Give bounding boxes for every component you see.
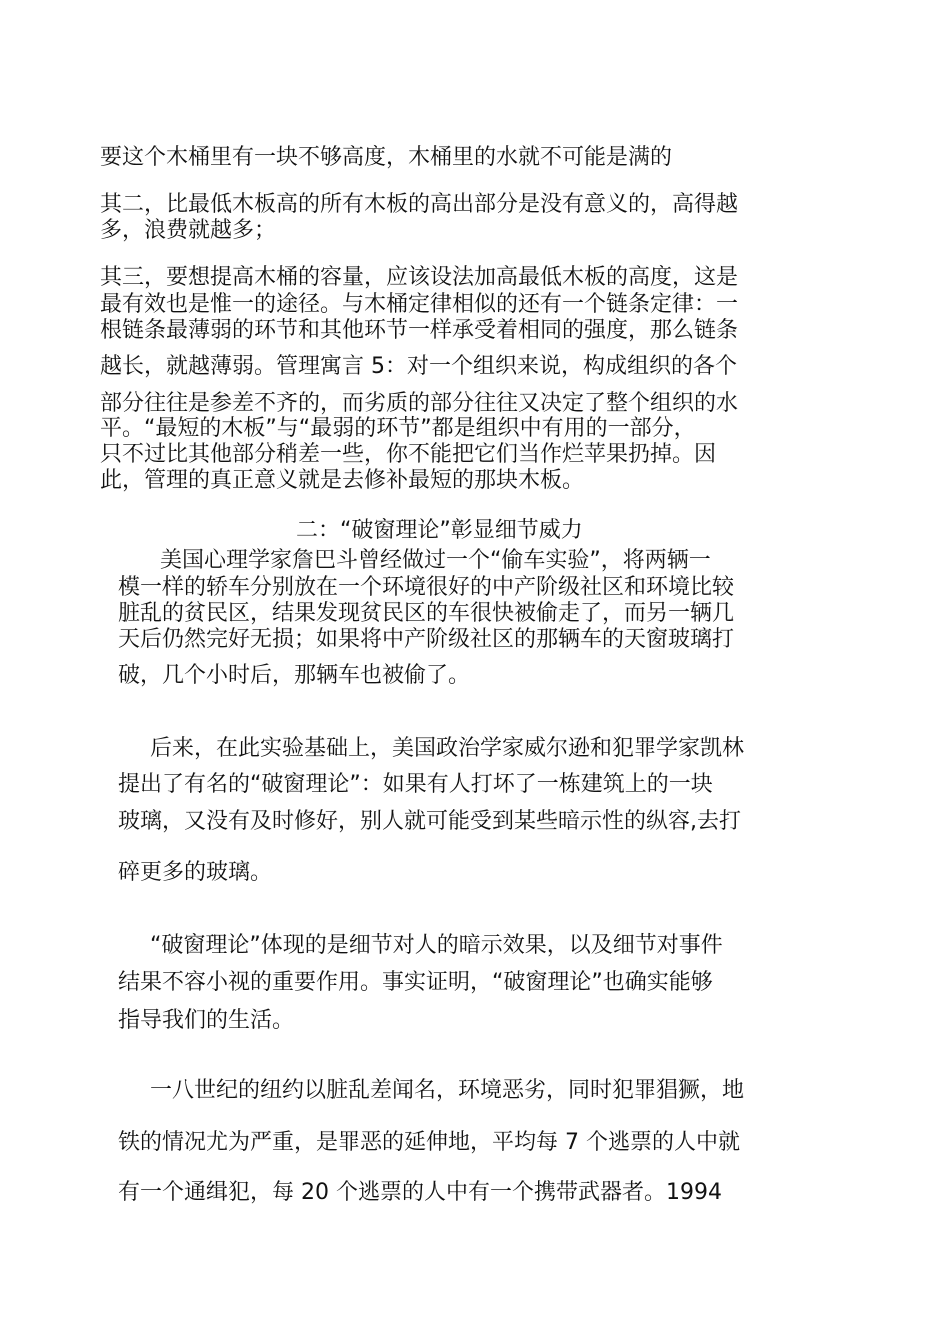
text-line: 玻璃，又没有及时修好，别人就可能受到某些暗示性的纵容,去打	[118, 809, 741, 834]
text-line: 脏乱的贫民区，结果发现贫民区的车很快被偷走了，而另一辆几	[118, 601, 735, 626]
text-line: 根链条最薄弱的环节和其他环节一样承受着相同的强度，那么链条	[100, 318, 739, 343]
text-line: 有一个通缉犯，每 20 个逃票的人中有一个携带武器者。1994	[118, 1180, 722, 1205]
text-line: 美国心理学家詹巴斗曾经做过一个“偷车实验”，将两辆一	[160, 548, 711, 573]
text-line: 最有效也是惟一的途径。与木桶定律相似的还有一个链条定律：一	[100, 292, 739, 317]
text-line: 其三，要想提高木桶的容量，应该设法加高最低木板的高度，这是	[100, 265, 739, 290]
text-line: 平。“最短的木板”与“最弱的环节”都是组织中有用的一部分，	[100, 416, 696, 441]
text-line: 铁的情况尤为严重，是罪恶的延伸地，平均每 7 个逃票的人中就	[118, 1130, 740, 1155]
text-line: 只不过比其他部分稍差一些，你不能把它们当作烂苹果扔掉。因	[100, 442, 717, 467]
text-line: “破窗理论”体现的是细节对人的暗示效果，以及细节对事件	[150, 933, 723, 958]
text-line: 提出了有名的“破窗理论”：如果有人打坏了一栋建筑上的一块	[118, 772, 713, 797]
section-heading: 二：“破窗理论”彰显细节威力	[296, 518, 583, 543]
text-line: 指导我们的生活。	[118, 1008, 295, 1033]
text-line: 后来，在此实验基础上，美国政治学家威尔逊和犯罪学家凯林	[150, 736, 745, 761]
text-line: 要这个木桶里有一块不够高度，木桶里的水就不可能是满的	[100, 145, 673, 170]
text-line: 破，几个小时后，那辆车也被偷了。	[118, 663, 471, 688]
text-line: 多，浪费就越多；	[100, 218, 277, 243]
text-line: 其二，比最低木板高的所有木板的高出部分是没有意义的，高得越	[100, 192, 739, 217]
text-line: 模一样的轿车分别放在一个环境很好的中产阶级社区和环境比较	[118, 575, 735, 600]
text-line: 结果不容小视的重要作用。事实证明，“破窗理论”也确实能够	[118, 970, 713, 995]
text-line: 越长，就越薄弱。管理寓言 5：对一个组织来说，构成组织的各个	[100, 354, 737, 379]
text-line: 部分往往是参差不齐的，而劣质的部分往往又决定了整个组织的水	[100, 391, 739, 416]
text-line: 一八世纪的纽约以脏乱差闻名，环境恶劣，同时犯罪猖獗，地	[150, 1078, 745, 1103]
text-line: 此，管理的真正意义就是去修补最短的那块木板。	[100, 468, 585, 493]
text-line: 碎更多的玻璃。	[118, 860, 273, 885]
text-line: 天后仍然完好无损；如果将中产阶级社区的那辆车的天窗玻璃打	[118, 627, 735, 652]
